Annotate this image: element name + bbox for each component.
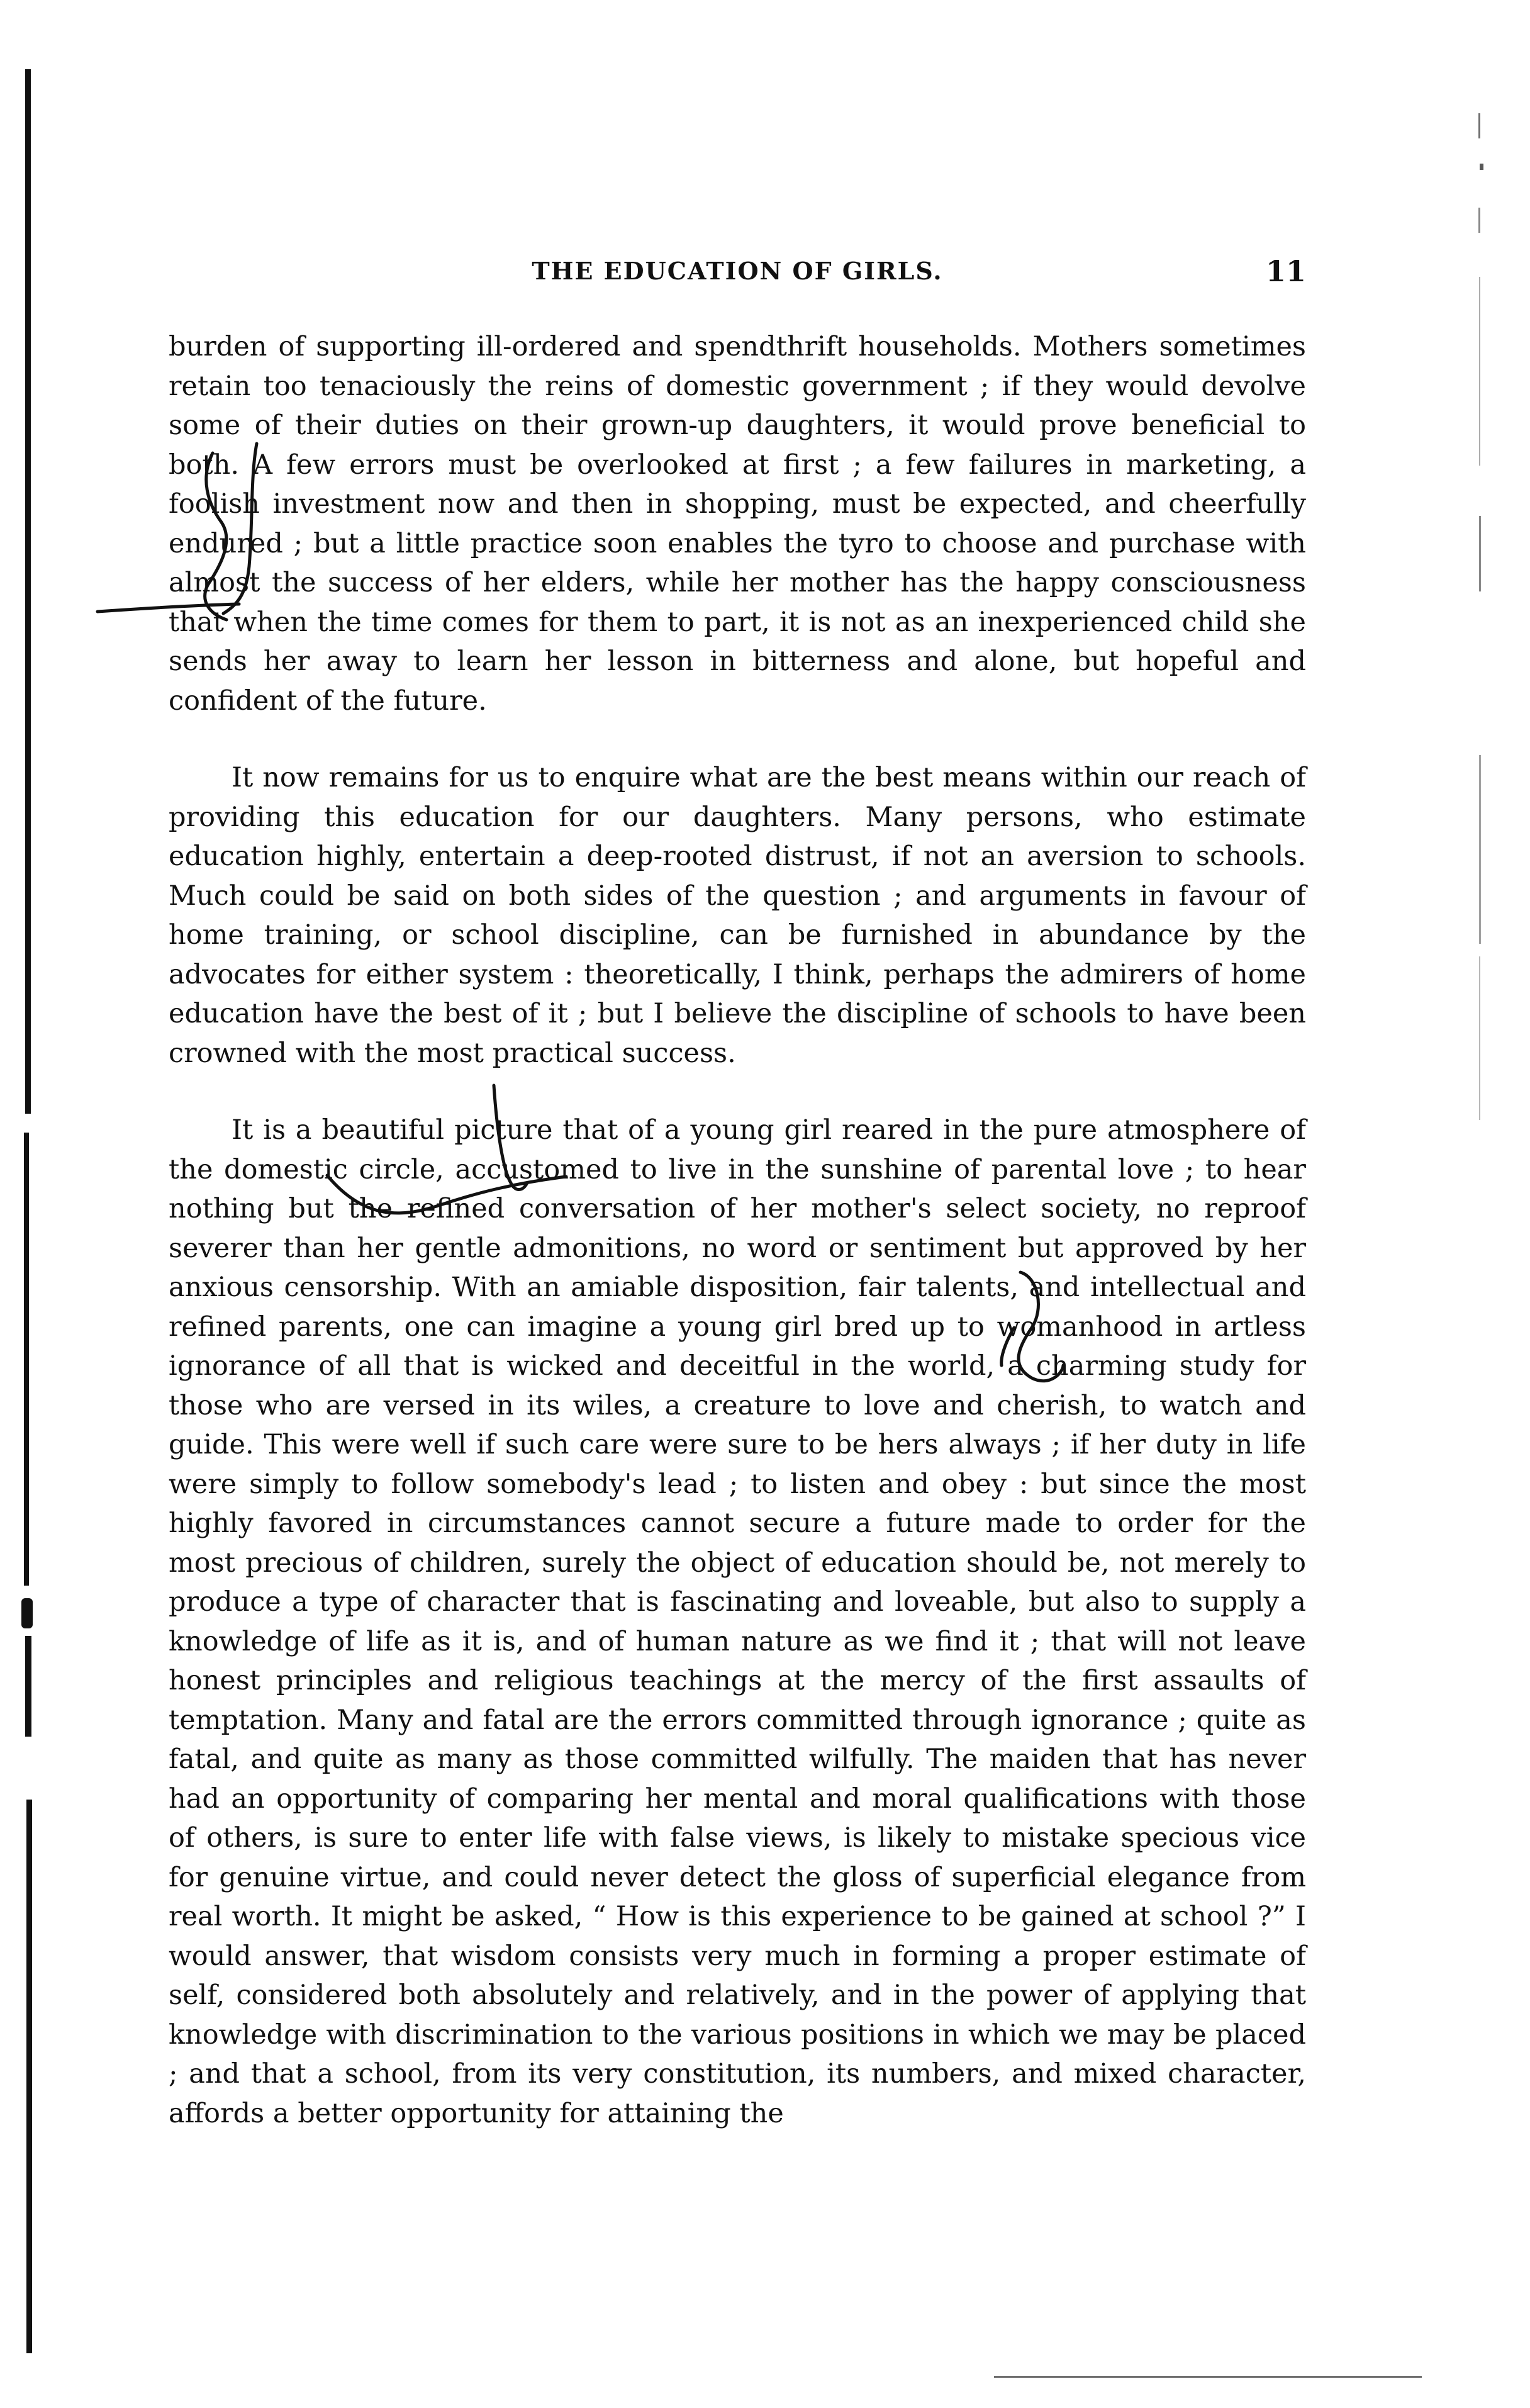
page-header	[169, 254, 1306, 294]
body-text	[169, 327, 1306, 2133]
bottom-scan-line	[994, 2376, 1422, 2378]
right-edge-tick	[1479, 516, 1481, 591]
paragraph-2: It now remains for us to enquire what are the best means within our reach of providing this education for our daughters. Many persons, who estimate education highly, entertain a deep-rooted distrust, if not an aversion to schools. Much could be said on both sides of the question ; and arguments in favour of home training, or school discipline, can be furnished in abundance by the advocates for either system : theoretically, I think, perhaps the admirers of home education have the best of it ; but I believe the discipline of schools to have been crowned with the most practical success.	[169, 762, 1306, 1069]
left-edge-bar	[25, 69, 31, 1114]
right-edge-tick	[1478, 208, 1480, 233]
page-number: 11	[1265, 254, 1306, 288]
right-edge-tick	[1478, 113, 1480, 138]
left-edge-bar	[21, 1598, 33, 1628]
running-title: THE EDUCATION OF GIRLS.	[532, 257, 943, 285]
left-edge-bar	[24, 1133, 29, 1586]
right-edge-tick	[1479, 956, 1480, 1120]
right-edge-tick	[1479, 755, 1481, 944]
paragraph-3: It is a beautiful picture that of a young girl reared in the pure atmosphere of the domestic circle, accustomed to live in the sunshine of parental love ; to hear nothing but the refined conversation of her mother's select society, no reproof severer than her gentle admonitions, no word or sentiment but approved by her anxious censorship. With an amiable disposition, fair talents, and intellectual and refined parents, one can imagine a young girl bred up to womanhood in artless ignorance of all that is wicked and deceitful in the world, a charming study for those who are versed in its wiles, a creature to love and cherish, to watch and guide. This were well if such care were sure to be hers always ; if her duty in life were simply to follow somebody's lead ; to listen and obey : but since the most highly favored in circumstances cannot secure a future made to order for the most precious of children, surely the object of education should be, not merely to produce a type of character that is fascinating and loveable, but also to supply a knowledge of life as it is, and of human nature as we find it ; that will not leave honest principles and religious teachings at the mercy of the first assaults of temptation. Many and fatal are the errors committed through ignorance ; quite as fatal, and quite as many as those committed wilfully. The maiden that has never had an opportunity of comparing her mental and moral qualifications with those of others, is sure to enter life with false views, is likely to mistake specious vice for genuine virtue, and could never detect the gloss of superficial elegance from real worth. It might be asked, “ How is this experience to be gained at school ?” I would answer, that wisdom consists very much in forming a proper estimate of self, considered both absolutely and relatively, and in the power of applying that knowledge with discrimination to the various positions in which we may be placed ; and that a school, from its very constitution, its numbers, and mixed character, affords a better opportunity for attaining the	[169, 1114, 1306, 2129]
right-edge-tick	[1479, 277, 1480, 466]
right-edge-tick	[1480, 164, 1483, 170]
left-edge-bar	[25, 1636, 31, 1737]
paragraph-1: burden of supporting ill-ordered and spendthrift households. Mothers sometimes retain too tenaciously the reins of domestic government ; if they would devolve some of their duties on their grown-up daughters, it would prove beneficial to both. A few errors must be overlooked at first ; a few failures in marketing, a foolish investment now and then in shopping, must be expected, and cheerfully endured ; but a little practice soon enables the tyro to choose and purchase with almost the success of her elders, while her mother has the happy consciousness that when the time comes for them to part, it is not as an inexperienced child she sends her away to learn her lesson in bitterness and alone, but hopeful and confident of the future.	[169, 331, 1306, 717]
left-edge-bar	[26, 1800, 32, 2353]
